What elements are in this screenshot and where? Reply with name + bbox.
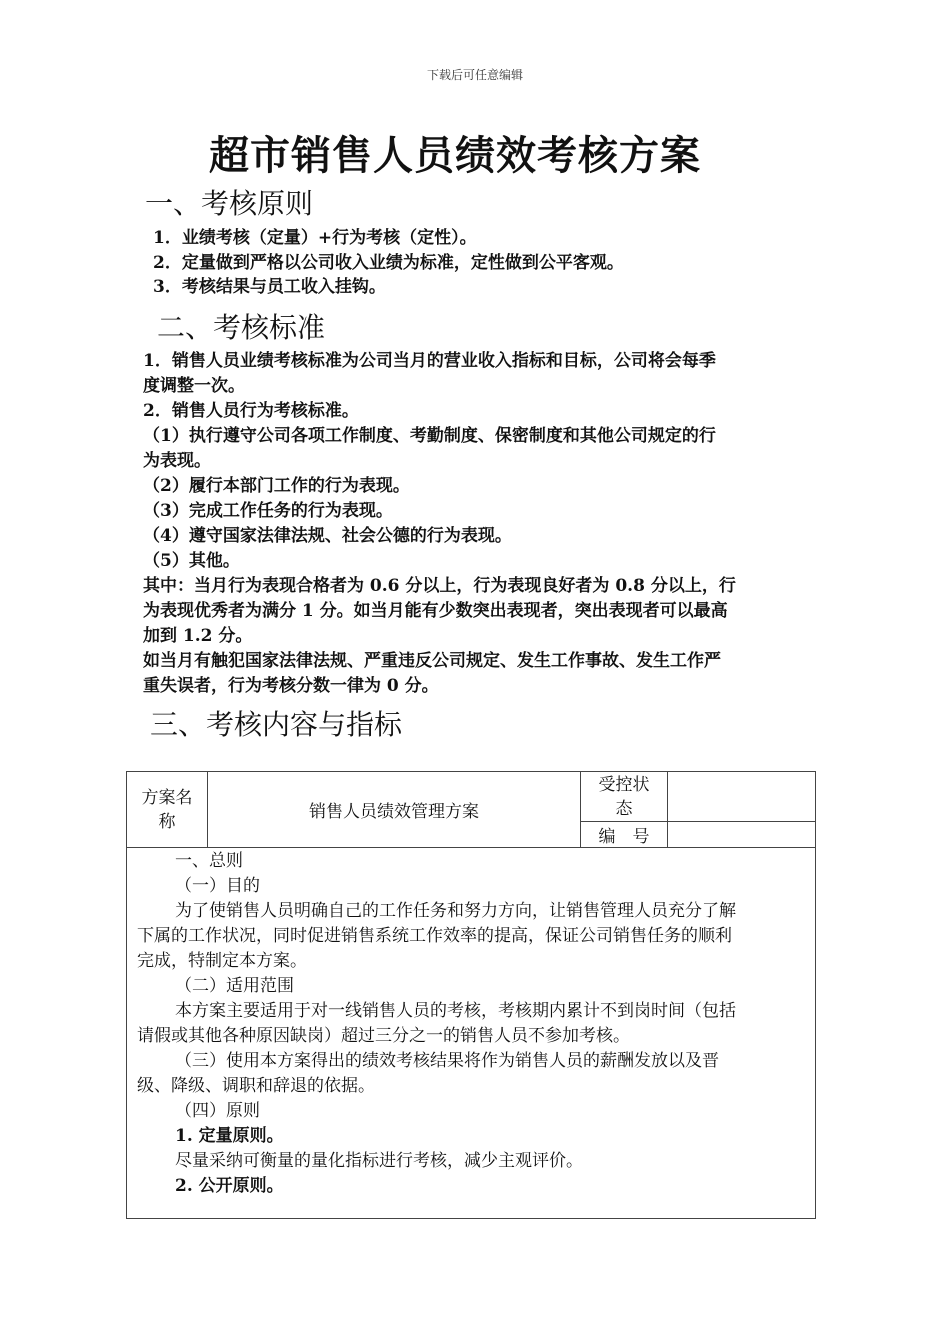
plan-body-line: 为了使销售人员明确自己的工作任务和努力方向，让销售管理人员充分了解 xyxy=(175,901,736,921)
standards-line: （3）完成工作任务的行为表现。 xyxy=(143,501,393,521)
plan-body-line: 尽量采纳可衡量的量化指标进行考核，减少主观评价。 xyxy=(175,1151,583,1171)
plan-name-label-line: 称 xyxy=(158,811,176,832)
standards-line: 其中：当月行为表现合格者为 0.6 分以上，行为表现良好者为 0.8 分以上，行 xyxy=(143,576,736,596)
plan-body-line: 请假或其他各种原因缺岗）超过三分之一的销售人员不参加考核。 xyxy=(137,1026,630,1046)
control-status-value xyxy=(668,772,816,822)
standards-line: （2）履行本部门工作的行为表现。 xyxy=(143,476,410,496)
plan-body-line: （二）适用范围 xyxy=(175,976,294,996)
principle-item: 2．定量做到严格以公司收入业绩为标准，定性做到公平客观。 xyxy=(153,253,624,273)
document-title: 超市销售人员绩效考核方案 xyxy=(209,133,701,179)
header-note: 下载后可任意编辑 xyxy=(426,68,523,82)
section-heading-principles: 一、考核原则 xyxy=(145,187,314,220)
section-heading-content: 三、考核内容与指标 xyxy=(150,708,403,741)
standards-line: 如当月有触犯国家法律法规、严重违反公司规定、发生工作事故、发生工作严 xyxy=(143,651,721,671)
principle-item: 3．考核结果与员工收入挂钩。 xyxy=(153,277,386,297)
plan-name-value: 销售人员绩效管理方案 xyxy=(208,772,581,848)
standards-line: 1．销售人员业绩考核标准为公司当月的营业收入指标和目标，公司将会每季 xyxy=(143,351,716,371)
standards-line: （4）遵守国家法律法规、社会公德的行为表现。 xyxy=(143,526,512,546)
standards-line: 加到 1.2 分。 xyxy=(143,626,253,646)
standards-line: 重失误者，行为考核分数一律为 0 分。 xyxy=(143,676,439,696)
plan-body-line: 级、降级、调职和辞退的依据。 xyxy=(137,1076,375,1096)
control-status-label-line: 态 xyxy=(615,798,633,819)
plan-body-line: 一、总则 xyxy=(175,851,243,871)
plan-body-line: 1. 定量原则。 xyxy=(175,1126,284,1146)
plan-body-line: 2. 公开原则。 xyxy=(175,1176,284,1196)
standards-line: 为表现优秀者为满分 1 分。如当月能有少数突出表现者，突出表现者可以最高 xyxy=(143,601,728,621)
control-status-label xyxy=(581,772,668,822)
standards-line: 2．销售人员行为考核标准。 xyxy=(143,401,359,421)
plan-body-line: 完成，特制定本方案。 xyxy=(137,951,307,971)
plan-table xyxy=(126,771,816,1219)
plan-body-line: 下属的工作状况，同时促进销售系统工作效率的提高，保证公司销售任务的顺利 xyxy=(137,926,732,946)
plan-body-line: （三）使用本方案得出的绩效考核结果将作为销售人员的薪酬发放以及晋 xyxy=(175,1051,719,1071)
plan-body-line: （一）目的 xyxy=(175,876,260,896)
plan-body-line: 本方案主要适用于对一线销售人员的考核，考核期内累计不到岗时间（包括 xyxy=(175,1001,736,1021)
plan-body-text xyxy=(127,848,815,1199)
plan-body xyxy=(127,848,816,1219)
standards-line: 度调整一次。 xyxy=(143,376,245,396)
standards-line: 为表现。 xyxy=(143,451,211,471)
control-status-label-line: 受控状 xyxy=(598,774,650,795)
standards-line: （1）执行遵守公司各项工作制度、考勤制度、保密制度和其他公司规定的行 xyxy=(143,426,716,446)
standards-line: （5）其他。 xyxy=(143,551,240,571)
number-value xyxy=(668,822,816,848)
principle-item: 1．业绩考核（定量）+行为考核（定性）。 xyxy=(153,228,477,248)
plan-name-label-line: 方案名 xyxy=(141,787,193,808)
plan-body-line: （四）原则 xyxy=(175,1101,260,1121)
section-heading-standards: 二、考核标准 xyxy=(157,311,326,344)
number-label: 编 号 xyxy=(581,822,668,848)
plan-name-label xyxy=(127,772,208,848)
